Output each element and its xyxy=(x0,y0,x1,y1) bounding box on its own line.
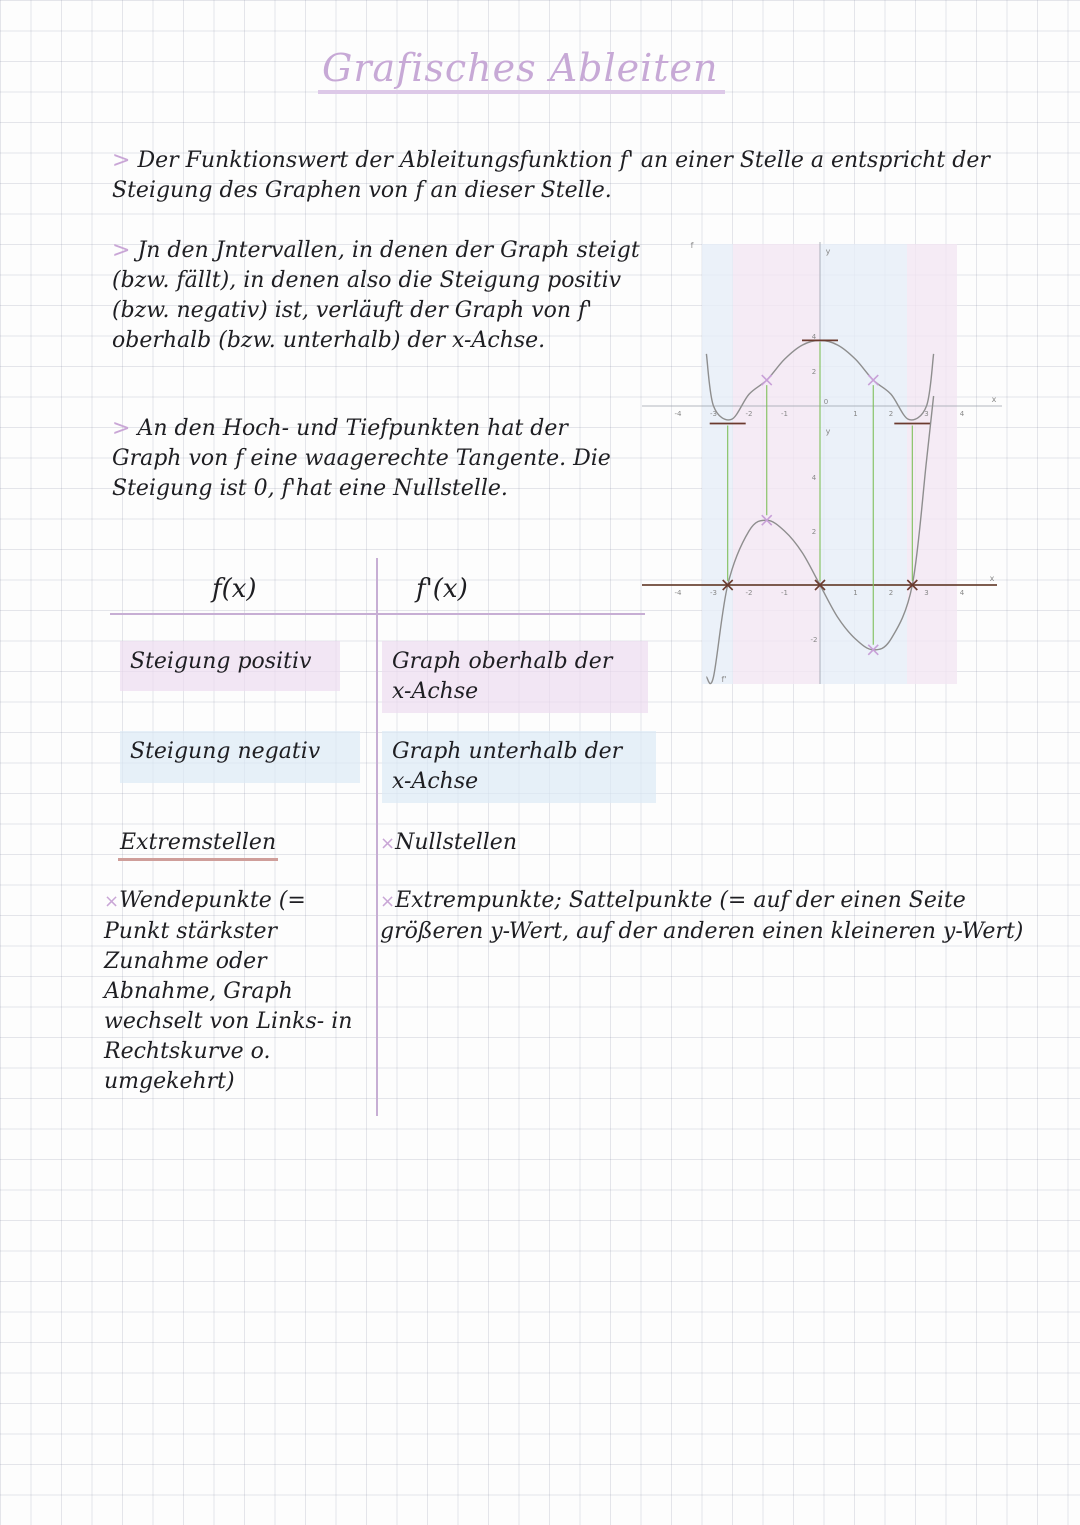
table-header-f-prime: f'(x) xyxy=(416,574,468,604)
upper-x-tick-label: -4 xyxy=(674,410,682,418)
lower-x-tick-label: 2 xyxy=(888,589,894,597)
upper-y-label: y xyxy=(825,247,831,256)
upper-y-tick-label: 4 xyxy=(811,333,817,341)
cross-marker-icon: × xyxy=(380,833,396,854)
upper-x-tick-label: -2 xyxy=(745,410,753,418)
table-cell xyxy=(380,886,1060,947)
region-pink-middle xyxy=(733,244,820,684)
lower-function-label: f' xyxy=(721,675,727,684)
upper-function-label: f xyxy=(690,241,694,250)
cross-marker-icon: × xyxy=(104,891,120,912)
lower-x-tick-label: -2 xyxy=(745,589,753,597)
lower-x-tick-label: 4 xyxy=(959,589,965,597)
lower-x-tick-label: -3 xyxy=(710,589,717,597)
bullet-marker: > xyxy=(112,148,131,173)
table-divider-vertical xyxy=(376,558,378,1116)
upper-y-tick-label: 2 xyxy=(811,368,817,376)
lower-x-tick-label: -1 xyxy=(781,589,788,597)
lower-y-tick-label: -2 xyxy=(810,636,818,644)
upper-x-tick-label: 4 xyxy=(959,410,965,418)
cell-text: Wendepunkte (= Punkt stärkster Zunahme oder Abnahme, Graph wechselt von Links- in Rechtskurve o. umgekehrt) xyxy=(104,888,353,1094)
table-cell: Extremstellen xyxy=(118,828,278,861)
table-header-f: f(x) xyxy=(212,574,257,604)
cell-text: Extrempunkte; Sattelpunkte (= auf der einen Seite größeren y-Wert, auf der anderen einen kleineren y-Wert) xyxy=(380,888,1024,944)
lower-y-tick-label: 4 xyxy=(811,474,817,482)
lower-y-tick-label: 2 xyxy=(811,528,817,536)
bullet-marker: > xyxy=(112,416,131,441)
table-cell: Graph unterhalb der x-Achse xyxy=(382,731,656,803)
upper-x-tick-label: -3 xyxy=(710,410,717,418)
paragraph-text: An den Hoch- und Tiefpunkten hat der Graph von f eine waagerechte Tangente. Die Steigung ist 0, f'hat eine Nullstelle. xyxy=(112,416,611,501)
region-pink-right xyxy=(907,244,957,684)
upper-x-label: x xyxy=(991,395,997,404)
bullet-marker: > xyxy=(112,238,131,263)
region-blue-middle xyxy=(820,244,907,684)
lower-x-tick-label: -4 xyxy=(674,589,682,597)
upper-x-tick-label: 1 xyxy=(853,410,858,418)
table-cell: Steigung positiv xyxy=(120,641,340,691)
upper-origin-label: 0 xyxy=(823,398,829,406)
upper-x-tick-label: 2 xyxy=(888,410,894,418)
table-divider-horizontal xyxy=(110,613,645,615)
paragraph-text: Jn den Jntervallen, in denen der Graph steigt (bzw. fällt), in denen also die Steigung positiv (bzw. negativ) ist, verläuft der Graph von f' oberhalb (bzw. unterhalb) der x-Achse. xyxy=(112,238,640,353)
lower-y-label: y xyxy=(825,427,831,436)
table-cell xyxy=(380,828,517,859)
table-cell xyxy=(104,886,374,1097)
paragraph-intervals xyxy=(112,236,642,356)
table-cell: Graph oberhalb der x-Achse xyxy=(382,641,648,713)
lower-x-tick-label: 3 xyxy=(924,589,929,597)
paragraph-text: Der Funktionswert der Ableitungsfunktion f' an einer Stelle a entspricht der Steigung des Graphen von f an dieser Stelle. xyxy=(112,148,990,203)
cell-text: Nullstellen xyxy=(395,830,517,855)
page-title: Grafisches Ableiten xyxy=(318,46,725,94)
region-blue-left xyxy=(702,244,733,684)
paragraph-derivative-value xyxy=(112,146,1042,206)
paragraph-extrema xyxy=(112,414,642,504)
cross-marker-icon: × xyxy=(380,891,396,912)
table-cell: Steigung negativ xyxy=(120,731,360,783)
upper-x-tick-label: 3 xyxy=(924,410,929,418)
upper-x-tick-label: -1 xyxy=(781,410,788,418)
lower-x-tick-label: 1 xyxy=(853,589,858,597)
function-graph xyxy=(642,236,1004,688)
lower-x-label: x xyxy=(989,574,995,583)
